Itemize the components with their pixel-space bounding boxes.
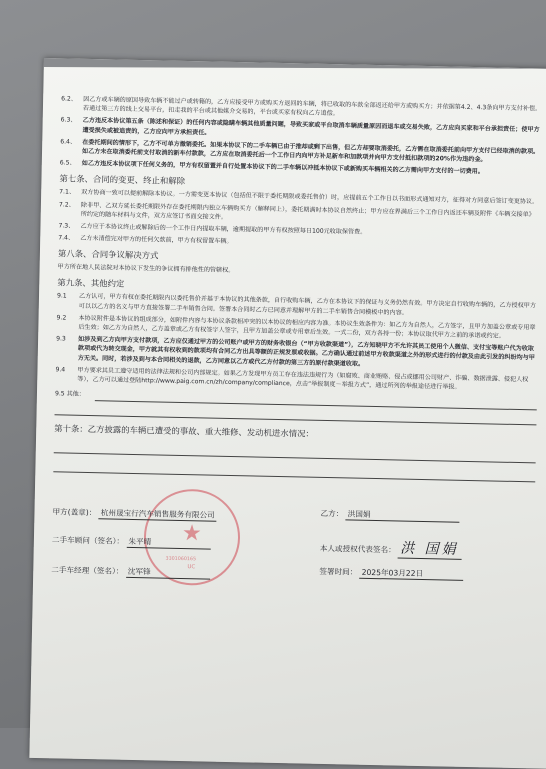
section-8-heading: 第八条、合同争议解决方式 — [57, 248, 159, 261]
contract-content — [51, 64, 544, 616]
party-b-label: 乙方： — [320, 509, 344, 519]
clause-text: 如乙方违反本协议项下任何义务的，甲方有权留置并自行处置本协议下的二手车辆以冲抵本协议下或新购买车辆相关的乙方需向甲方支付的一切费用。 — [81, 160, 484, 176]
clause-number: 7.2、 — [58, 200, 75, 209]
section-10-line-1 — [54, 443, 536, 464]
clause-text: 甲方要求其员工遵守适用的法律法规和公司内部规定。如果乙方发现甲方员工存在违法违规行为（如腐败、商业贿赂、侵占或挪用公司财产、诈骗、数据泄露、侵犯人权等），乙方可以通过登陆http://www.paig.com.cn/zh/company/compliance，点击“举报制度－举报方式”，通过所列的举报途径进行举报。 — [77, 366, 529, 391]
advisor-value: 朱平晴 — [126, 536, 210, 550]
manager-label: 二手车经理（签名）： — [51, 565, 124, 577]
self-sign-row — [320, 536, 463, 560]
clause-text: 乙方违反本协议第五条（陈述和保证）的任何内容或隐瞒车辆其他质量问题，导致买家或平台取消车辆质量原因而退车或交易失败，乙方应向买家和平台承担责任；使甲方遭受损失或被追责的，乙方应向甲方承担责任。 — [82, 117, 540, 137]
party-a-value: 杭州晟宝行汽车销售服务有限公司 — [99, 508, 217, 522]
clause-number: 7.4、 — [58, 234, 75, 242]
party-a-label: 甲方(盖章)： — [52, 507, 97, 518]
clause-text: 因乙方或车辆的原因导致车辆不能过户或转籍的，乙方应接受甲方或购买方退回的车辆，将已收取的车款全部返还给甲方或购买方；并依据第4.2、4.3条向甲方支付补偿。若通过第三方的线上交易平台，扣走我的平台或其他媒介交易的，平台或买家有权向乙方追偿。 — [82, 95, 542, 118]
clause-text: 乙方认可，甲方有权在委托期限内以委托售价并基于本协议的其他条款，自行收购车辆，乙方在本协议下的保证与义务仍然有效。甲方决定自行收购车辆的，乙方授权甲方可以以乙方的名义与甲方直接签署二手车销售合同。签署本合同时乙方已同意并理解甲方的二手车销售合同模板中的内容。 — [78, 293, 537, 317]
clause-text: 乙方未清偿完对甲方的任何欠款前，甲方有权留置车辆。 — [80, 235, 233, 246]
date-label: 签署时间： — [319, 567, 358, 577]
clause-number: 6.3、 — [60, 116, 77, 125]
self-sign-label: 本人或授权代表签名： — [319, 544, 396, 555]
clause-number: 9.1 — [56, 292, 67, 300]
clause-number: 7.3、 — [58, 222, 75, 230]
signature-area — [51, 477, 536, 617]
seal-code: 3301060165 — [165, 556, 197, 563]
party-b-value: 洪国娟 — [346, 509, 460, 523]
section-7-heading: 第七条、合同的变更、终止和解除 — [59, 173, 186, 187]
contract-page — [29, 58, 546, 769]
clause-list-6 — [60, 94, 543, 178]
clause-number: 6.5、 — [59, 159, 76, 167]
clause-text: 乙方应于本协议终止或解除后的一个工作日内提取车辆，逾期提取的甲方有权按照每日100元收取保管费。 — [80, 222, 367, 236]
section-7-items — [58, 188, 541, 253]
manager-row — [51, 565, 210, 580]
clause-number: 9.3 — [56, 335, 66, 343]
section-9-items — [55, 292, 539, 394]
clause-number: 9.4 — [55, 366, 66, 374]
clause-text: 除非甲、乙双方延长委托期限外存在委托期限内独立车辆购买方（解释同上），委托期满时本协议自然终止；甲方应在界满后三个工作日内返还车辆及附件《车辆交接单》所约定的随车材料与文件，双方应签订书面交接文件。 — [80, 201, 535, 221]
clause-text: 如涉及到乙方向甲方支付款项，乙方应仅通过甲方的公司账户或甲方的财务收银台（“甲方收款渠道”），乙方知晓甲方不允许其员工使用个人微信、支付宝等账户代为收取款项或代为转交现金，甲方就其有权收到的款项均有合同乙方出具等额的正规发票或收据。乙方确认通过前述甲方收款渠道之外的形式进行的付款及由此引发的纠纷均与甲方无关。同时，若涉及到与本合同相关的退款，乙方同意以乙方或代乙方付款的第三方的原付款渠道收取。 — [77, 336, 535, 368]
seal-mark: UC — [187, 564, 196, 571]
party-b-row — [320, 508, 459, 523]
clause-number: 6.4、 — [60, 138, 77, 146]
advisor-label: 二手车顾问（签名）： — [51, 535, 125, 547]
manager-value: 沈军锋 — [126, 566, 210, 580]
date-row — [319, 566, 464, 581]
party-a-row — [52, 507, 216, 522]
clause-number: 7.1、 — [59, 188, 76, 197]
handwritten-signature: 洪 国娟 — [398, 538, 462, 560]
seal-star-icon: ★ — [181, 521, 203, 547]
clause-text: 本协议附件是本协议的组成部分，如附件内容与本协议条款相冲突的以本协议的相应内容为准。本协议生效条件为：如乙方为自然人，乙方签字，且甲方加盖公章或专用章后生效；如乙方为自然人，乙方盖章或乙方有权签字人签字，且甲方加盖公章或专用章后生效。一式二份，双方各持一份；本协议取代甲方之前的承诺或约定。 — [78, 314, 536, 340]
clause-text: 在委托期间的情形下，乙方不可单方撤销委托。如果本协议下的二手车辆已由于推却或剩下出售，但乙方却要取消委托，乙方需在取消委托前向甲方支付已经取消的款项。如乙方未在取消委托前支付取消的新车付款款，乙方应在取消委托后一个工作日内向甲方补足新车和加款项并向甲方支付抵扣款项的20%作为违约金。 — [81, 138, 540, 164]
other-label: 9.5 其他： — [54, 390, 85, 399]
section-10-heading: 第十条：乙方披露的车辆已遭受的事故、重大维修、发动机进水情况： — [54, 423, 314, 439]
section-9-heading: 第九条、其他约定 — [57, 277, 125, 290]
clause-text: 双方协商一致可以提前解除本协议。一方需变更本协议（包括但不限于委托期限或委托售价）时，应提前五个工作日以书面形式通知对方，征得对方同意后签订变更协议。 — [81, 189, 539, 206]
clause-number: 9.2 — [56, 314, 67, 322]
date-value: 2025年03月22日 — [360, 567, 464, 581]
clause-number: 6.2、 — [61, 95, 78, 103]
advisor-row — [52, 535, 211, 550]
section-8-text: 甲方所在地人民法院对本协议下发生的争议拥有排他性的管辖权。 — [57, 263, 235, 275]
